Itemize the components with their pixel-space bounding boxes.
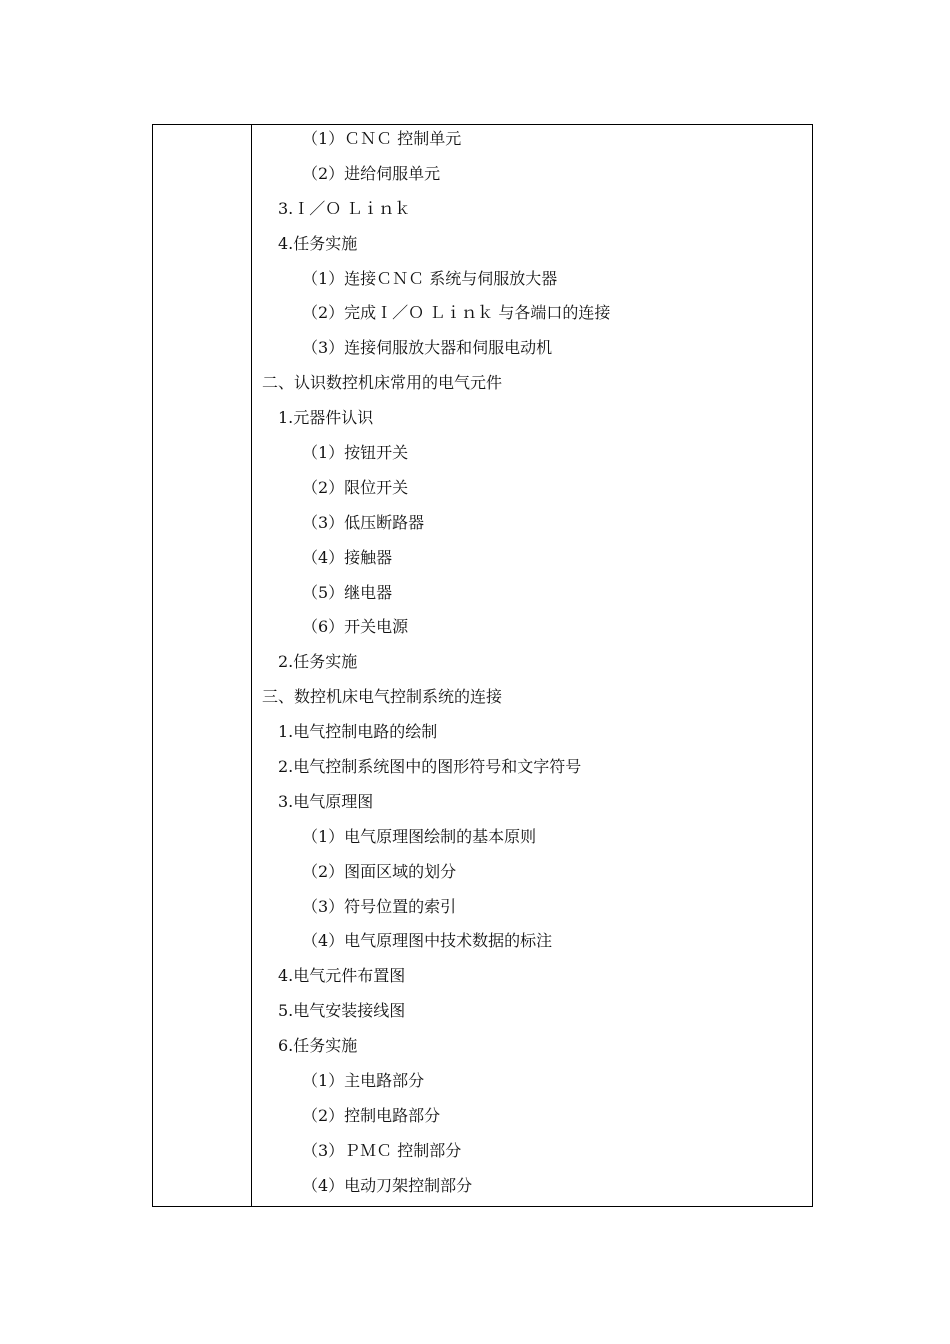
outline-item: （4）电动刀架控制部分 bbox=[302, 1175, 473, 1195]
outline-item: （2）完成Ｉ／Ｏ Ｌｉｎｋ 与各端口的连接 bbox=[302, 303, 611, 323]
outline-item: 3.Ｉ／Ｏ Ｌｉｎｋ bbox=[278, 198, 411, 218]
outline-item: （3）符号位置的索引 bbox=[302, 896, 457, 916]
outline-item: （1）电气原理图绘制的基本原则 bbox=[302, 826, 537, 846]
outline-item: 2.电气控制系统图中的图形符号和文字符号 bbox=[278, 757, 582, 777]
outline-item: （4）电气原理图中技术数据的标注 bbox=[302, 931, 553, 951]
outline-item: （1）主电路部分 bbox=[302, 1071, 425, 1091]
outline-item: （2）限位开关 bbox=[302, 477, 409, 497]
table-content-column bbox=[252, 125, 812, 1206]
outline-item: 1.电气控制电路的绘制 bbox=[278, 722, 438, 742]
outline-item: 4.电气元件布置图 bbox=[278, 966, 406, 986]
table-left-column bbox=[153, 125, 252, 1206]
outline-item: （3）低压断路器 bbox=[302, 512, 425, 532]
outline-item: （1）ＣＮＣ 控制单元 bbox=[302, 129, 462, 148]
outline-item: 6.任务实施 bbox=[278, 1036, 358, 1056]
outline-list bbox=[252, 125, 812, 1207]
outline-item: 4.任务实施 bbox=[278, 233, 358, 253]
outline-item: （5）继电器 bbox=[302, 582, 393, 602]
document-table bbox=[152, 124, 813, 1207]
outline-item: （3）ＰＭＣ 控制部分 bbox=[302, 1140, 462, 1160]
outline-item: （3）连接伺服放大器和伺服电动机 bbox=[302, 338, 553, 358]
outline-item: （2）进给伺服单元 bbox=[302, 163, 441, 183]
outline-item: 1.元器件认识 bbox=[278, 408, 374, 428]
outline-item: （6）开关电源 bbox=[302, 617, 409, 637]
outline-item: （2）控制电路部分 bbox=[302, 1105, 441, 1125]
outline-item: 2.任务实施 bbox=[278, 652, 358, 672]
outline-heading: 二、认识数控机床常用的电气元件 bbox=[262, 373, 503, 393]
outline-item: （1）按钮开关 bbox=[302, 443, 409, 463]
outline-heading: 三、数控机床电气控制系统的连接 bbox=[262, 687, 503, 707]
outline-item: （1）连接ＣＮＣ 系统与伺服放大器 bbox=[302, 268, 558, 288]
outline-item: 5.电气安装接线图 bbox=[278, 1001, 406, 1021]
outline-item: （4）接触器 bbox=[302, 547, 393, 567]
outline-item: （2）图面区域的划分 bbox=[302, 861, 457, 881]
outline-item: 3.电气原理图 bbox=[278, 791, 374, 811]
